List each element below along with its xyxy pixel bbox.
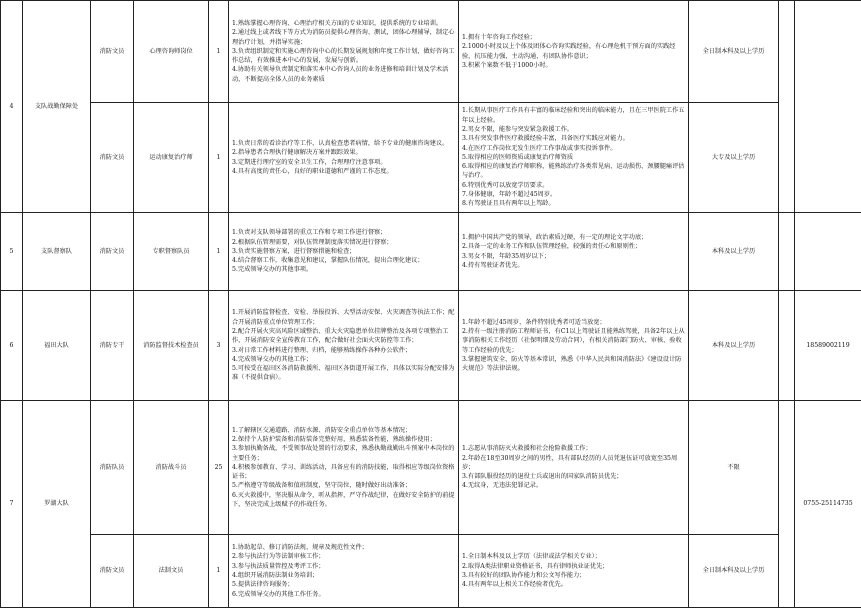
seq-cell: 7 bbox=[1, 401, 23, 608]
table-row bbox=[1, 401, 861, 535]
requirement-line: 6.取得相应的康复治疗师职称，能熟练治疗各类常见病、运动损伤、颈腰腿痛评估与治疗。 bbox=[462, 162, 685, 181]
requirement-line: 2.持有一级注册消防工程师证书，有C1以上驾驶证且能熟练驾驶，具备2年以上从事消防相关工作经历（社保明细及劳动合同），有相关消防部门防火、审核、验收等工作经验的优先； bbox=[462, 327, 685, 355]
requirement-line: 3.掌握建筑安全、防火等基本常识，熟悉《中华人民共和国消防法》《建设设计防火规范》等法律法规。 bbox=[462, 355, 685, 374]
duty-line: 4.协助有关领导负责制定和落实本中心咨询人员的业务进修和培训计划及学术活动，不断提高全体人员的业务素质 bbox=[232, 65, 455, 84]
duty-line: 2.通过线上或者线下等方式为消防员提供心理咨询、测试，团体心理辅导，制定心理治疗计划，并指导实施； bbox=[232, 28, 455, 47]
requirement-line: 2.1000小时及以上个体及团体心咨询实践经验，有心理危机干预方面的实践经验，抗压能力强，主动沟通，有团队协作意识； bbox=[462, 42, 685, 61]
duty-line: 6.完成领导交办的其他工作任务。 bbox=[232, 590, 455, 599]
duty-line: 1.协助起草、修订消防法规、规章及规范性文件； bbox=[232, 543, 455, 552]
requirement-line: 2.取得A类法律职业资格证书，具有律师执业证优先； bbox=[462, 562, 685, 571]
duties-cell bbox=[229, 401, 459, 535]
duty-line: 2.根据队伍管理需要，对队伍管理制度落实情况进行督察； bbox=[232, 238, 455, 247]
requirement-line: 6.特别优秀可以放宽学历要求。 bbox=[462, 181, 685, 190]
count-cell: 25 bbox=[209, 401, 229, 535]
position-cell: 消防战斗员 bbox=[134, 401, 209, 535]
duty-line: 3.对日常工作材料进行整理、归档，能够熟练操作各种办公软件； bbox=[232, 346, 455, 355]
category-cell: 消防文员 bbox=[91, 1, 134, 103]
blank-cell bbox=[779, 213, 795, 291]
phone-cell: 0755-25114735 bbox=[795, 401, 861, 608]
table-row bbox=[1, 535, 861, 608]
duty-line: 4.组织开展消防法制业务培训； bbox=[232, 571, 455, 580]
requirement-line: 3.具有突发事件医疗救援经验丰富，具备医疗实践应对能力。 bbox=[462, 134, 685, 143]
duty-line: 4.积极参加教育、学习、训练活动，具备应有的消防技能，取得相应等级岗位资格证书； bbox=[232, 463, 455, 482]
position-cell: 专职督察队员 bbox=[134, 213, 209, 291]
category-cell: 消防专干 bbox=[91, 291, 134, 401]
phone-cell bbox=[795, 1, 861, 213]
duty-line: 3.负责组织制定和实施心理咨询中心的长期发展规划和年度工作计划，做好咨询工作总结，有效推进本中心的发展，发展与创新。 bbox=[232, 47, 455, 66]
duties-cell bbox=[229, 103, 459, 213]
unit-cell: 支队战勤保障处 bbox=[23, 1, 91, 213]
table-row bbox=[1, 213, 861, 291]
duties-cell bbox=[229, 213, 459, 291]
seq-cell: 5 bbox=[1, 213, 23, 291]
position-cell: 消防监督技术检查员 bbox=[134, 291, 209, 401]
phone-cell: 18589002119 bbox=[795, 291, 861, 401]
requirement-line: 2.男女不限，能参与突发紧急救援工作。 bbox=[462, 125, 685, 134]
category-cell: 消防文员 bbox=[91, 213, 134, 291]
count-cell: 1 bbox=[209, 1, 229, 103]
table-row bbox=[1, 1, 861, 103]
education-cell: 本科及以上学历 bbox=[689, 213, 779, 291]
duty-line: 2.指导患者合理执行健康解决方案并跟踪效果。 bbox=[232, 148, 455, 157]
education-cell: 不限 bbox=[689, 401, 779, 535]
blank-cell bbox=[779, 1, 795, 213]
requirement-line: 1.全日制本科及以上学历（法律或法学相关专业）； bbox=[462, 552, 685, 561]
requirement-line: 8.有驾驶证且具有两年以上驾龄。 bbox=[462, 199, 685, 208]
duty-line: 3.负责实施督察方案，进行督察措施和检查； bbox=[232, 247, 455, 256]
duty-line: 5.可按受在福田区各消防救援所、福田区各街道开展工作，具体以实际分配安排为准（不提供食宿）。 bbox=[232, 364, 455, 383]
unit-cell: 支队督察队 bbox=[23, 213, 91, 291]
position-cell: 法制文员 bbox=[134, 535, 209, 608]
requirement-line: 4.在医疗工作岗位无发生医疗工作事故或事实投诉事件。 bbox=[462, 144, 685, 153]
duty-line: 1.开展消防监督检查、安检、举报投诉、大型活动安保、火灾调查等执法工作；配合开展消防重点单位管理工作； bbox=[232, 308, 455, 327]
unit-cell: 罗湖大队 bbox=[23, 401, 91, 608]
duties-cell bbox=[229, 291, 459, 401]
blank-cell bbox=[779, 401, 795, 608]
duty-line: 4.具有高度的责任心，良好的职业道德和严谨的工作态度。 bbox=[232, 167, 455, 176]
duty-line: 5.提供法律咨询服务； bbox=[232, 580, 455, 589]
requirement-line: 3.积累个案数不低于1000小时。 bbox=[462, 61, 685, 70]
count-cell: 1 bbox=[209, 213, 229, 291]
requirement-line: 1.拥护中国共产党的领导，政治素质过硬，有一定的理论文字功底； bbox=[462, 233, 685, 242]
requirement-line: 7.身体健康，年龄不超过45周岁。 bbox=[462, 190, 685, 199]
duty-line: 1.熟练掌握心理咨询、心理治疗相关方面的专业知识，提供系统的专业培训。 bbox=[232, 19, 455, 28]
requirements-cell bbox=[459, 535, 689, 608]
duty-line: 3.参加执勤备战，不受领事故处置的行动要求，熟悉执勤战勤出斗预案中本岗位的主要任务； bbox=[232, 444, 455, 463]
duty-line: 1.负责对支队领导部署的重点工作和专项工作进行督察； bbox=[232, 228, 455, 237]
duty-line: 1.了解辖区交通道路、消防水源、消防安全重点单位等基本情况； bbox=[232, 426, 455, 435]
count-cell: 3 bbox=[209, 291, 229, 401]
duties-cell bbox=[229, 1, 459, 103]
duty-line: 2.保持个人防护装备和消防装备完整好用，熟悉装备性能，熟练操作使用； bbox=[232, 435, 455, 444]
position-cell: 运动康复治疗师 bbox=[134, 103, 209, 213]
requirement-line: 3.具有较好的团队协作能力和公文写作能力； bbox=[462, 571, 685, 580]
position-cell: 心理咨询师岗位 bbox=[134, 1, 209, 103]
requirement-line: 1.拥有十年咨询工作经验； bbox=[462, 33, 685, 42]
requirements-cell bbox=[459, 103, 689, 213]
phone-cell bbox=[795, 213, 861, 291]
duty-line: 3.参与执法质量管控及考评工作； bbox=[232, 562, 455, 571]
education-cell: 本科及以上学历 bbox=[689, 291, 779, 401]
category-cell: 消防文员 bbox=[91, 103, 134, 213]
count-cell: 1 bbox=[209, 535, 229, 608]
duty-line: 5.严格遵守等级战备和值班制度，坚守岗位，随时做好出动准备； bbox=[232, 481, 455, 490]
requirement-line: 2.年龄在18至30周岁之间的男性，具有部队经历的人员凭退伍证可放宽至35周岁； bbox=[462, 454, 685, 473]
duty-line: 6.灭火救援中，坚决服从命令，听从指挥，严守作战纪律，在做好安全防护的前提下，坚决完成上级赋予的作战任务。 bbox=[232, 491, 455, 510]
requirement-line: 3.男女不限，年龄35周岁以下； bbox=[462, 252, 685, 261]
blank-cell bbox=[779, 291, 795, 401]
requirements-cell bbox=[459, 401, 689, 535]
education-cell: 全日制本科及以上学历 bbox=[689, 1, 779, 103]
requirement-line: 4.无纹身，无违法犯罪记录。 bbox=[462, 481, 685, 490]
requirements-cell bbox=[459, 1, 689, 103]
duty-line: 2.配合开展火灾高风险区域整治、重大火灾隐患单位挂牌整治及各项专项整治工作，开展消防安全宣传教育工作，配合做好社会面火灾防控等工作； bbox=[232, 327, 455, 346]
duty-line: 4.结合督察工作，收集意见和建议，掌握队伍情况，提出合理化建议； bbox=[232, 256, 455, 265]
duty-line: 3.定期进行理疗室的安全卫生工作，合理理疗注意事项。 bbox=[232, 158, 455, 167]
duty-line: 2.参与执法行为等法制审核工作； bbox=[232, 552, 455, 561]
requirement-line: 5.取得相应的医师资质或康复治疗师资质 bbox=[462, 153, 685, 162]
duty-line: 4.完成领导交办的其他工作； bbox=[232, 355, 455, 364]
count-cell: 1 bbox=[209, 103, 229, 213]
requirements-cell bbox=[459, 291, 689, 401]
requirements-cell bbox=[459, 213, 689, 291]
unit-cell: 福田大队 bbox=[23, 291, 91, 401]
requirement-line: 4.持有驾驶证者优先。 bbox=[462, 261, 685, 270]
requirement-line: 1.年龄不超过45周岁，条件特别优秀者可适当放宽； bbox=[462, 318, 685, 327]
duties-cell bbox=[229, 535, 459, 608]
table-row bbox=[1, 291, 861, 401]
category-cell: 消防文员 bbox=[91, 535, 134, 608]
table-row bbox=[1, 103, 861, 213]
seq-cell: 6 bbox=[1, 291, 23, 401]
duty-line: 5.完成领导交办的其他事项。 bbox=[232, 265, 455, 274]
category-cell: 消防队员 bbox=[91, 401, 134, 535]
seq-cell: 4 bbox=[1, 1, 23, 213]
requirement-line: 1.志愿从事消防灭火救援和社会抢险救援工作； bbox=[462, 444, 685, 453]
education-cell: 大专及以上学历 bbox=[689, 103, 779, 213]
requirement-line: 1.长期从事医疗工作具有丰富的临床经验和突出的临床能力，且在三甲医院工作五年以上经验。 bbox=[462, 106, 685, 125]
education-cell: 全日制本科及以上学历 bbox=[689, 535, 779, 608]
requirement-line: 2.具备一定的业务工作和队伍管理经验，较强的责任心和原则性； bbox=[462, 242, 685, 251]
requirement-line: 4.具有两年以上相关工作经验者优先。 bbox=[462, 580, 685, 589]
duty-line: 1.负责日常的看诊治疗等工作，认真检查患者病情，给予专业的健康咨询建议。 bbox=[232, 139, 455, 148]
requirement-line: 3.有部队服役经历的退役士兵或退出的国家队消防员优先； bbox=[462, 472, 685, 481]
